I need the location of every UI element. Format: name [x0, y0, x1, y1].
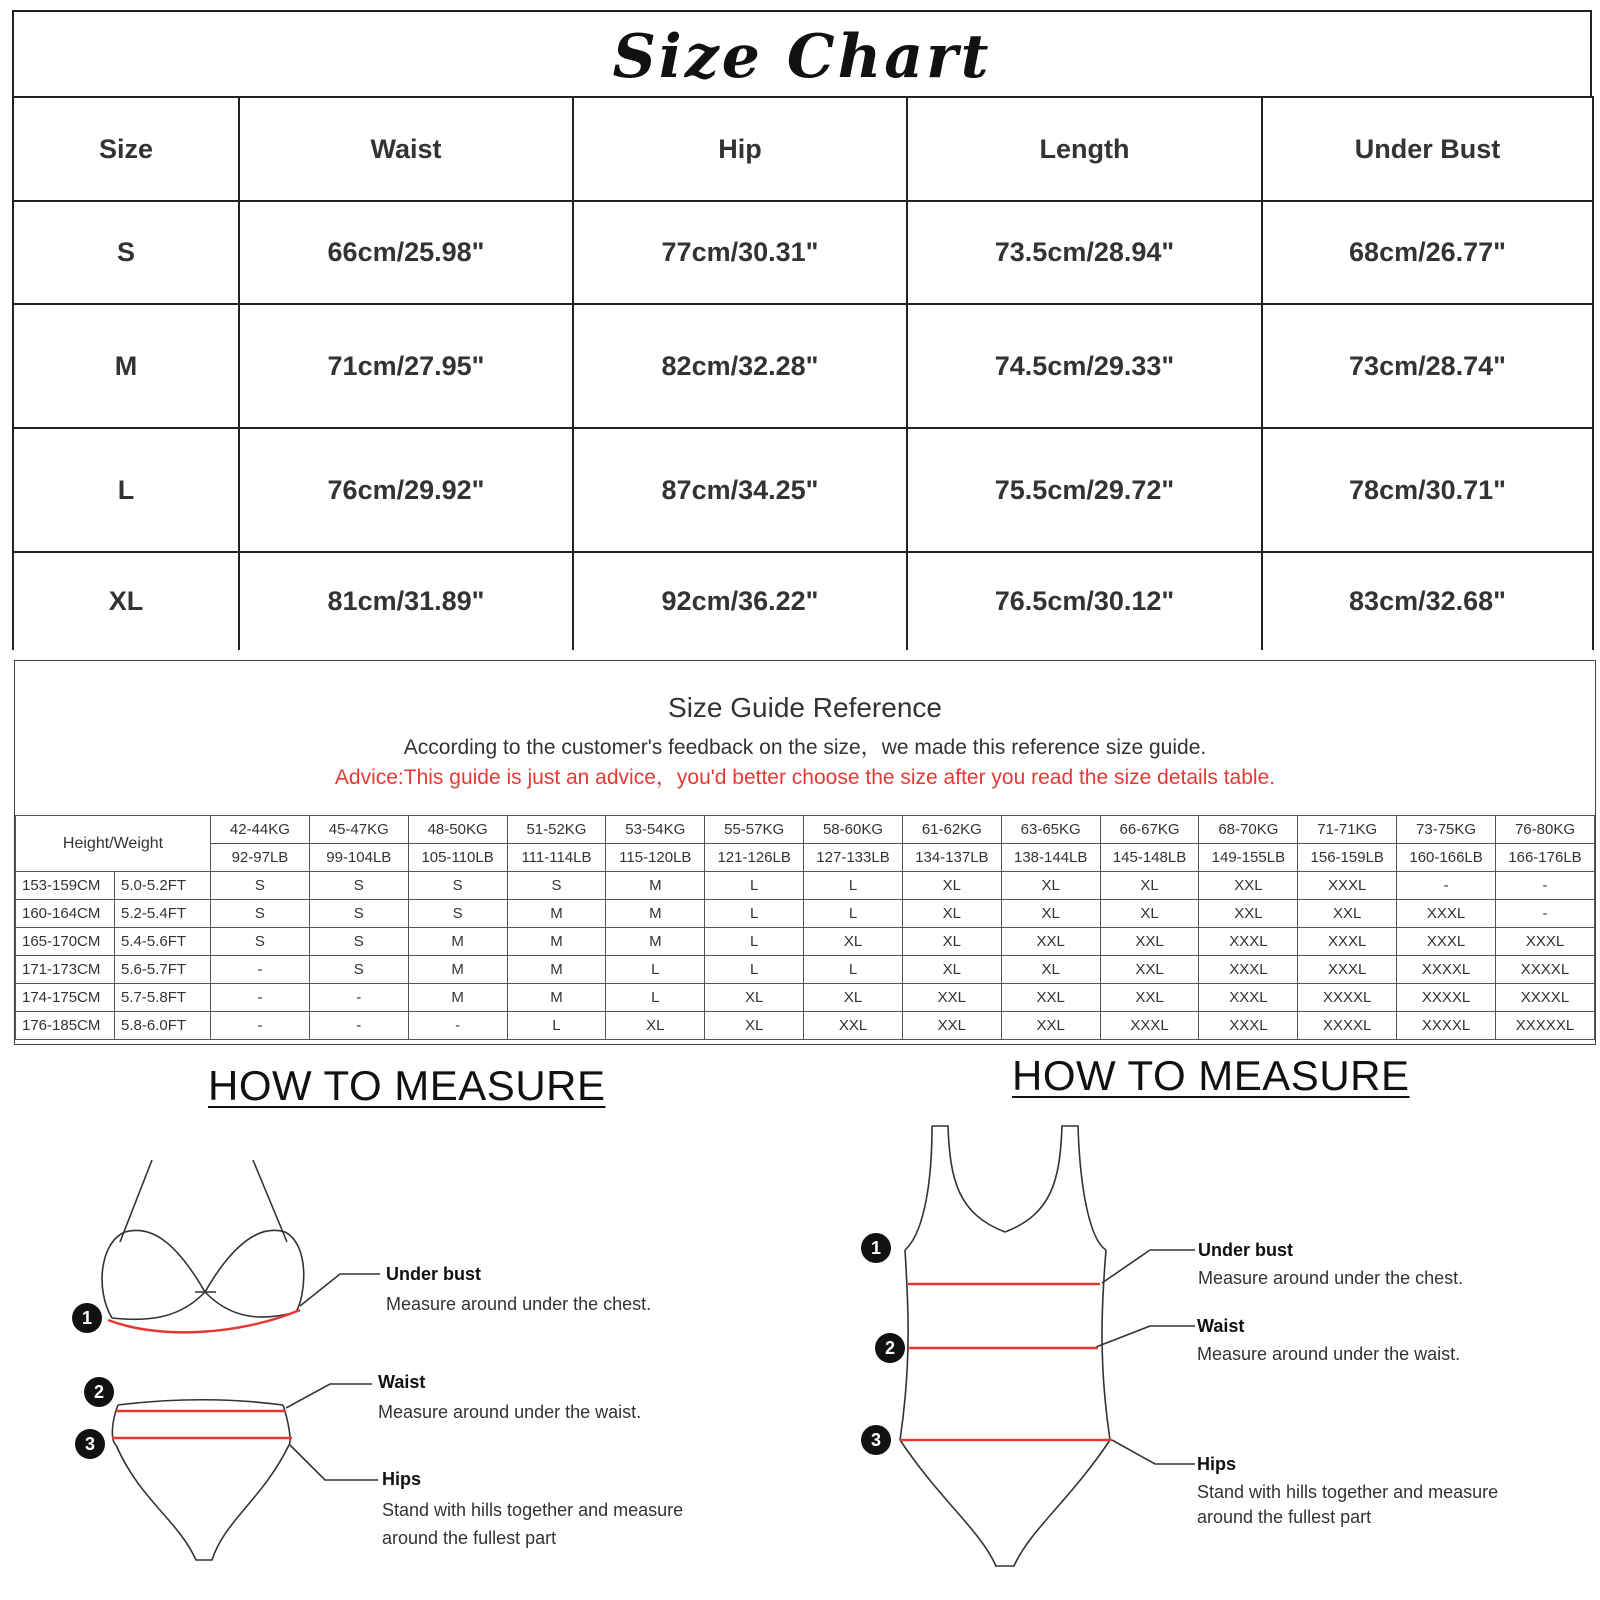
size-cell: M [507, 928, 606, 956]
weight-kg-header: 48-50KG [408, 816, 507, 844]
under-bust-cell: 78cm/30.71" [1262, 428, 1593, 552]
size-cell: XXL [902, 1012, 1001, 1040]
size-cell: - [1397, 872, 1496, 900]
size-cell: - [1495, 900, 1594, 928]
waist-desc: Measure around under the waist. [1197, 1344, 1461, 1364]
leader-line [1112, 1440, 1195, 1464]
column-header-length: Length [907, 97, 1262, 201]
length-cell: 75.5cm/29.72" [907, 428, 1262, 552]
under-bust-cell: 68cm/26.77" [1262, 201, 1593, 304]
height-cm-cell: 160-164CM [16, 900, 115, 928]
height-ft-cell: 5.6-5.7FT [115, 956, 211, 984]
size-cell: XXL [1199, 872, 1298, 900]
size-cell: XL [1100, 872, 1199, 900]
guide-title: Size Guide Reference [668, 692, 942, 723]
size-cell: S [408, 872, 507, 900]
hips-label: Hips [1197, 1454, 1237, 1474]
size-cell: XXXL [1199, 928, 1298, 956]
weight-lb-header: 121-126LB [705, 844, 804, 872]
weight-lb-header: 105-110LB [408, 844, 507, 872]
size-cell: L [705, 872, 804, 900]
waist-cell: 76cm/29.92" [239, 428, 573, 552]
size-cell: XXXL [1495, 928, 1594, 956]
size-cell: L [804, 956, 903, 984]
hip-cell: 77cm/30.31" [573, 201, 907, 304]
column-header-waist: Waist [239, 97, 573, 201]
size-cell: XL [705, 1012, 804, 1040]
under-bust-cell: 83cm/32.68" [1262, 552, 1593, 650]
size-cell: M [408, 984, 507, 1012]
size-cell: XL [1100, 900, 1199, 928]
height-ft-cell: 5.8-6.0FT [115, 1012, 211, 1040]
size-cell: XXXXXL [1495, 1012, 1594, 1040]
length-cell: 73.5cm/28.94" [907, 201, 1262, 304]
size-cell: M [408, 956, 507, 984]
size-cell: L [705, 928, 804, 956]
waist-label: Waist [378, 1372, 426, 1392]
under-bust-cell: 73cm/28.74" [1262, 304, 1593, 428]
height-cm-cell: 165-170CM [16, 928, 115, 956]
weight-kg-header: 68-70KG [1199, 816, 1298, 844]
column-header-hip: Hip [573, 97, 907, 201]
size-cell: S [211, 928, 310, 956]
weight-lb-header: 127-133LB [804, 844, 903, 872]
size-cell: M [606, 900, 705, 928]
waist-cell: 71cm/27.95" [239, 304, 573, 428]
hip-cell: 82cm/32.28" [573, 304, 907, 428]
hips-desc: Stand with hills together and measure [382, 1500, 684, 1520]
size-cell: M [408, 928, 507, 956]
size-cell: XXXXL [1495, 956, 1594, 984]
length-cell: 74.5cm/29.33" [907, 304, 1262, 428]
leader-line [286, 1384, 372, 1408]
size-cell: S [408, 900, 507, 928]
under-bust-label: Under bust [1198, 1240, 1294, 1260]
size-cell: XXXL [1199, 956, 1298, 984]
size-cell: XL [804, 928, 903, 956]
under-bust-measure-line [108, 1310, 300, 1332]
weight-lb-header: 138-144LB [1001, 844, 1100, 872]
size-cell: - [1495, 872, 1594, 900]
size-cell: XL [902, 900, 1001, 928]
size-cell: XL [902, 956, 1001, 984]
size-cell: - [211, 956, 310, 984]
size-cell: M [507, 956, 606, 984]
leader-line [1096, 1326, 1195, 1347]
size-cell: S [309, 900, 408, 928]
size-cell: XXXL [1298, 956, 1397, 984]
size-cell: S [211, 900, 310, 928]
size-cell: S [507, 872, 606, 900]
weight-kg-header: 58-60KG [804, 816, 903, 844]
size-cell: XXXXL [1298, 1012, 1397, 1040]
size-cell: L [507, 1012, 606, 1040]
size-cell: L [705, 900, 804, 928]
size-cell: S [211, 872, 310, 900]
weight-lb-header: 99-104LB [309, 844, 408, 872]
size-cell: S [13, 201, 239, 304]
size-cell: L [705, 956, 804, 984]
weight-kg-header: 45-47KG [309, 816, 408, 844]
waist-cell: 66cm/25.98" [239, 201, 573, 304]
size-cell: L [13, 428, 239, 552]
size-cell: - [408, 1012, 507, 1040]
size-cell: XXL [1001, 928, 1100, 956]
height-cm-cell: 176-185CM [16, 1012, 115, 1040]
size-cell: XXXXL [1298, 984, 1397, 1012]
how-to-measure-left-title: HOW TO MEASURE [208, 1062, 606, 1109]
size-cell: XL [13, 552, 239, 650]
step-number-2: 2 [875, 1333, 905, 1363]
size-cell: M [13, 304, 239, 428]
size-cell: XXXL [1397, 928, 1496, 956]
guide-intro: According to the customer's feedback on the size，we made this reference size guide. [403, 736, 1207, 759]
under-bust-label: Under bust [386, 1264, 482, 1284]
size-cell: - [309, 1012, 408, 1040]
size-cell: L [606, 984, 705, 1012]
size-cell: XL [606, 1012, 705, 1040]
column-header-size: Size [13, 97, 239, 201]
size-cell: XL [1001, 872, 1100, 900]
hip-cell: 92cm/36.22" [573, 552, 907, 650]
step-number-2: 2 [84, 1377, 114, 1407]
height-cm-cell: 171-173CM [16, 956, 115, 984]
height-ft-cell: 5.4-5.6FT [115, 928, 211, 956]
weight-kg-header: 61-62KG [902, 816, 1001, 844]
weight-kg-header: 53-54KG [606, 816, 705, 844]
step-number-1: 1 [72, 1303, 102, 1333]
size-cell: XXXXL [1397, 984, 1496, 1012]
size-cell: - [309, 984, 408, 1012]
hips-label: Hips [382, 1469, 422, 1489]
size-cell: M [606, 872, 705, 900]
step-number-1: 1 [861, 1233, 891, 1263]
step-number-3: 3 [75, 1429, 105, 1459]
size-cell: XXL [804, 1012, 903, 1040]
weight-kg-header: 73-75KG [1397, 816, 1496, 844]
size-cell: XL [804, 984, 903, 1012]
leader-line [1102, 1250, 1195, 1283]
size-cell: XXXL [1100, 1012, 1199, 1040]
leader-line [290, 1445, 378, 1480]
weight-lb-header: 145-148LB [1100, 844, 1199, 872]
size-cell: - [211, 984, 310, 1012]
size-cell: L [804, 900, 903, 928]
size-cell: M [606, 928, 705, 956]
how-to-measure-right-title: HOW TO MEASURE [1012, 1052, 1410, 1099]
leader-line [300, 1274, 380, 1306]
weight-lb-header: 156-159LB [1298, 844, 1397, 872]
size-cell: XXXL [1298, 872, 1397, 900]
length-cell: 76.5cm/30.12" [907, 552, 1262, 650]
height-cm-cell: 174-175CM [16, 984, 115, 1012]
size-cell: XXL [1001, 984, 1100, 1012]
size-cell: XXL [1100, 956, 1199, 984]
size-cell: S [309, 928, 408, 956]
size-chart-title: Size Chart [612, 22, 992, 92]
hips-desc: Stand with hills together and measure [1197, 1482, 1499, 1502]
waist-label: Waist [1197, 1316, 1245, 1336]
weight-lb-header: 115-120LB [606, 844, 705, 872]
size-cell: S [309, 872, 408, 900]
size-cell: XXL [1100, 928, 1199, 956]
weight-kg-header: 55-57KG [705, 816, 804, 844]
waist-desc: Measure around under the waist. [378, 1402, 642, 1422]
size-cell: M [507, 900, 606, 928]
under-bust-desc: Measure around under the chest. [386, 1294, 652, 1314]
weight-lb-header: 149-155LB [1199, 844, 1298, 872]
bikini-bottom-illustration [112, 1400, 290, 1560]
weight-kg-header: 63-65KG [1001, 816, 1100, 844]
weight-lb-header: 92-97LB [211, 844, 310, 872]
hips-desc: around the fullest part [1197, 1507, 1372, 1527]
height-ft-cell: 5.0-5.2FT [115, 872, 211, 900]
size-cell: XL [902, 872, 1001, 900]
size-cell: L [804, 872, 903, 900]
under-bust-desc: Measure around under the chest. [1198, 1268, 1464, 1288]
hip-cell: 87cm/34.25" [573, 428, 907, 552]
size-cell: XXXL [1298, 928, 1397, 956]
step-number-3: 3 [861, 1425, 891, 1455]
swimsuit-illustration [900, 1126, 1110, 1566]
weight-kg-header: 76-80KG [1495, 816, 1594, 844]
size-cell: XXL [1001, 1012, 1100, 1040]
size-cell: XXL [1100, 984, 1199, 1012]
height-weight-header: Height/Weight [16, 816, 211, 872]
column-header-under-bust: Under Bust [1262, 97, 1593, 201]
weight-kg-header: 66-67KG [1100, 816, 1199, 844]
weight-lb-header: 134-137LB [902, 844, 1001, 872]
size-cell: XXL [1298, 900, 1397, 928]
weight-lb-header: 166-176LB [1495, 844, 1594, 872]
height-ft-cell: 5.2-5.4FT [115, 900, 211, 928]
weight-lb-header: 111-114LB [507, 844, 606, 872]
weight-kg-header: 51-52KG [507, 816, 606, 844]
size-cell: XXXXL [1495, 984, 1594, 1012]
size-cell: - [211, 1012, 310, 1040]
size-cell: M [507, 984, 606, 1012]
height-cm-cell: 153-159CM [16, 872, 115, 900]
height-ft-cell: 5.7-5.8FT [115, 984, 211, 1012]
weight-lb-header: 160-166LB [1397, 844, 1496, 872]
size-cell: XXL [1199, 900, 1298, 928]
size-cell: XXXXL [1397, 1012, 1496, 1040]
size-cell: XL [902, 928, 1001, 956]
size-cell: XXXL [1397, 900, 1496, 928]
size-cell: XXL [902, 984, 1001, 1012]
hips-desc: around the fullest part [382, 1528, 557, 1548]
bikini-top-illustration [102, 1160, 304, 1319]
size-cell: XL [1001, 900, 1100, 928]
waist-cell: 81cm/31.89" [239, 552, 573, 650]
size-cell: XXXL [1199, 1012, 1298, 1040]
size-cell: XL [705, 984, 804, 1012]
size-cell: L [606, 956, 705, 984]
weight-kg-header: 42-44KG [211, 816, 310, 844]
size-cell: XL [1001, 956, 1100, 984]
size-cell: XXXXL [1397, 956, 1496, 984]
size-cell: S [309, 956, 408, 984]
guide-advice: Advice:This guide is just an advice，you'd better choose the size after you read the size details table. [334, 766, 1276, 789]
weight-kg-header: 71-71KG [1298, 816, 1397, 844]
size-cell: XXXL [1199, 984, 1298, 1012]
